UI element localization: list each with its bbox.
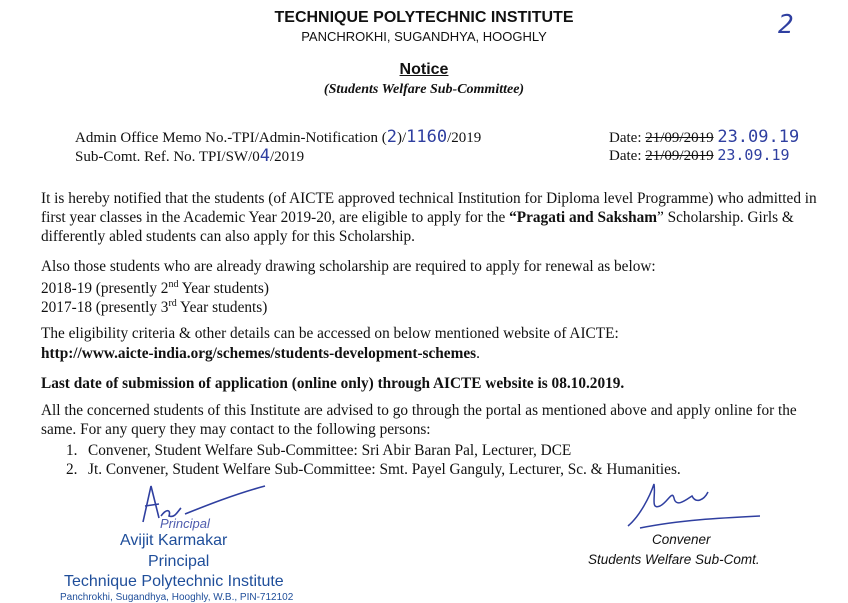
principal-label-handwritten: Principal	[160, 516, 210, 531]
institute-address: PANCHROKHI, SUGANDHYA, HOOGHLY	[301, 29, 547, 44]
date-line-1: Date: 21/09/2019 23.09.19	[609, 127, 800, 147]
notice-paragraph-main: It is hereby notified that the students (of AICTE approved technical Institution for Diploma level Programme) who admitted in first year classes in the Academic Year 2019-20, are eligible to apply for the “Pragati and Saksham” Scholarship. Girls & differently abled students can also apply for this Scholarship.	[41, 190, 817, 245]
convener-committee: Students Welfare Sub-Comt.	[588, 552, 760, 567]
page-number-mark: 2	[778, 10, 794, 40]
convener-signature	[620, 476, 770, 532]
memo-number-line: Admin Office Memo No.-TPI/Admin-Notification (2)/1160/2019	[75, 127, 482, 147]
aicte-website-line: http://www.aicte-india.org/schemes/students-development-schemes.	[41, 345, 480, 362]
last-date-notice: Last date of submission of application (online only) through AICTE website is 08.10.2019.	[41, 375, 625, 392]
renewal-item-2017-18: 2017-18 (presently 3rd Year students)	[41, 298, 268, 317]
convener-title: Convener	[652, 532, 711, 547]
contact-persons-list	[66, 441, 681, 479]
subcommittee-ref-line: Sub-Comt. Ref. No. TPI/SW/04/2019	[75, 146, 305, 166]
renewal-item-2018-19: 2018-19 (presently 2nd Year students)	[41, 279, 269, 298]
principal-institute: Technique Polytechnic Institute	[64, 573, 284, 590]
eligibility-criteria-text: The eligibility criteria & other details can be accessed on below mentioned website of AICTE:	[41, 325, 619, 342]
date-line-2: Date: 21/09/2019 23.09.19	[609, 146, 790, 164]
principal-title: Principal	[148, 553, 210, 570]
principal-name: Avijit Karmakar	[120, 532, 228, 549]
aicte-website-link[interactable]: http://www.aicte-india.org/schemes/students-development-schemes	[41, 345, 477, 362]
contact-person-item: 2. Jt. Convener, Student Welfare Sub-Committee: Smt. Payel Ganguly, Lecturer, Sc. & Humanities.	[66, 461, 681, 478]
notice-title: Notice	[399, 61, 449, 78]
notice-subtitle: (Students Welfare Sub-Committee)	[323, 82, 525, 97]
renewal-intro: Also those students who are already drawing scholarship are required to apply for renewal as below:	[41, 258, 656, 275]
principal-stamp-address: Panchrokhi, Sugandhya, Hooghly, W.B., PIN-712102	[60, 592, 294, 603]
contact-person-item: 1. Convener, Student Welfare Sub-Committee: Sri Abir Baran Pal, Lecturer, DCE	[66, 442, 572, 459]
advice-paragraph: All the concerned students of this Institute are advised to go through the portal as mentioned above and apply online for the same. For any query they may contact to the following persons:	[41, 402, 797, 438]
institute-name: TECHNIQUE POLYTECHNIC INSTITUTE	[274, 9, 574, 26]
